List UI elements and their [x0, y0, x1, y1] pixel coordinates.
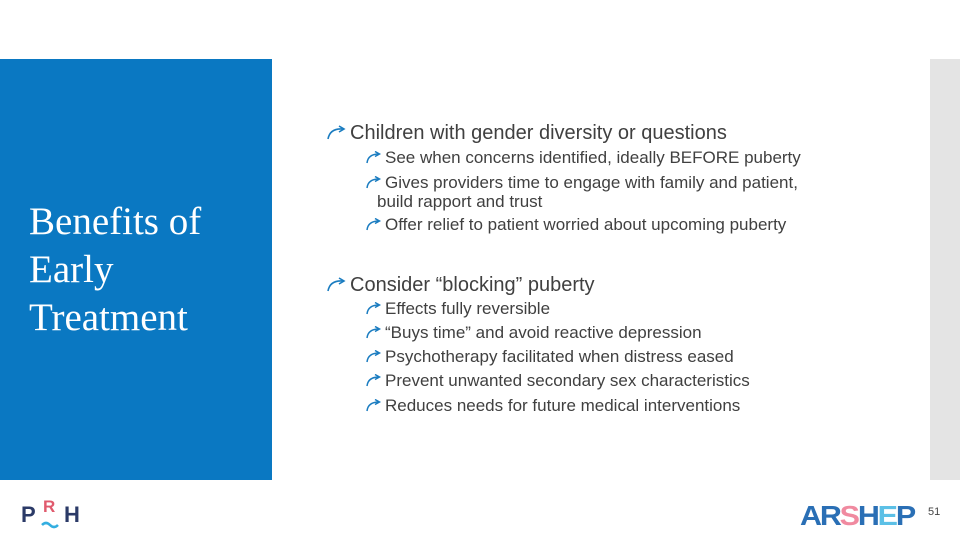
curved-arrow-bullet-icon	[365, 374, 383, 388]
bullet-text-continuation: build rapport and trust	[377, 192, 543, 211]
svg-text:H: H	[64, 502, 80, 527]
bullet-level2	[365, 323, 702, 342]
curved-arrow-bullet-icon	[365, 176, 383, 190]
bullet-text: Reduces needs for future medical interventions	[385, 396, 741, 415]
bullet-level2	[365, 215, 786, 234]
curved-arrow-bullet-icon	[365, 326, 383, 340]
bullet-level2	[365, 299, 550, 318]
bullet-text: Effects fully reversible	[385, 299, 551, 318]
curved-arrow-bullet-icon	[365, 350, 383, 364]
bullet-level2	[365, 371, 750, 390]
curved-arrow-bullet-icon	[365, 399, 383, 413]
bullet-level1	[326, 274, 595, 296]
page-number: 51	[928, 506, 941, 518]
bullet-text: Offer relief to patient worried about upcoming puberty	[385, 215, 787, 234]
bullet-level2	[365, 396, 740, 415]
bullet-text: Psychotherapy facilitated when distress eased	[385, 347, 734, 366]
svg-text:R: R	[43, 497, 56, 516]
curved-arrow-bullet-icon	[365, 151, 383, 165]
bullet-text: Consider “blocking” puberty	[350, 274, 595, 296]
curved-arrow-bullet-icon	[326, 277, 348, 293]
prh-logo	[21, 497, 83, 531]
bullet-text: Prevent unwanted secondary sex characteristics	[385, 371, 750, 390]
arshep-logo	[800, 500, 916, 528]
bullet-level2	[365, 347, 734, 366]
bullet-text: “Buys time” and avoid reactive depression	[385, 323, 702, 342]
side-bar	[930, 59, 960, 480]
slide-title: Benefits of Early Treatment	[29, 200, 202, 339]
svg-text:ARSHEP: AR SHEP	[800, 500, 913, 528]
bullet-level1	[326, 122, 727, 144]
svg-text:P: P	[21, 502, 36, 527]
bullet-text: Children with gender diversity or questions	[350, 122, 727, 144]
curved-arrow-bullet-icon	[365, 302, 383, 316]
bullet-level2	[365, 173, 798, 211]
bullet-level2	[365, 148, 801, 167]
curved-arrow-bullet-icon	[326, 125, 348, 141]
bullet-text: See when concerns identified, ideally BEFORE puberty	[385, 148, 801, 167]
bullet-text: Gives providers time to engage with family and patient,	[385, 173, 798, 192]
curved-arrow-bullet-icon	[365, 218, 383, 232]
